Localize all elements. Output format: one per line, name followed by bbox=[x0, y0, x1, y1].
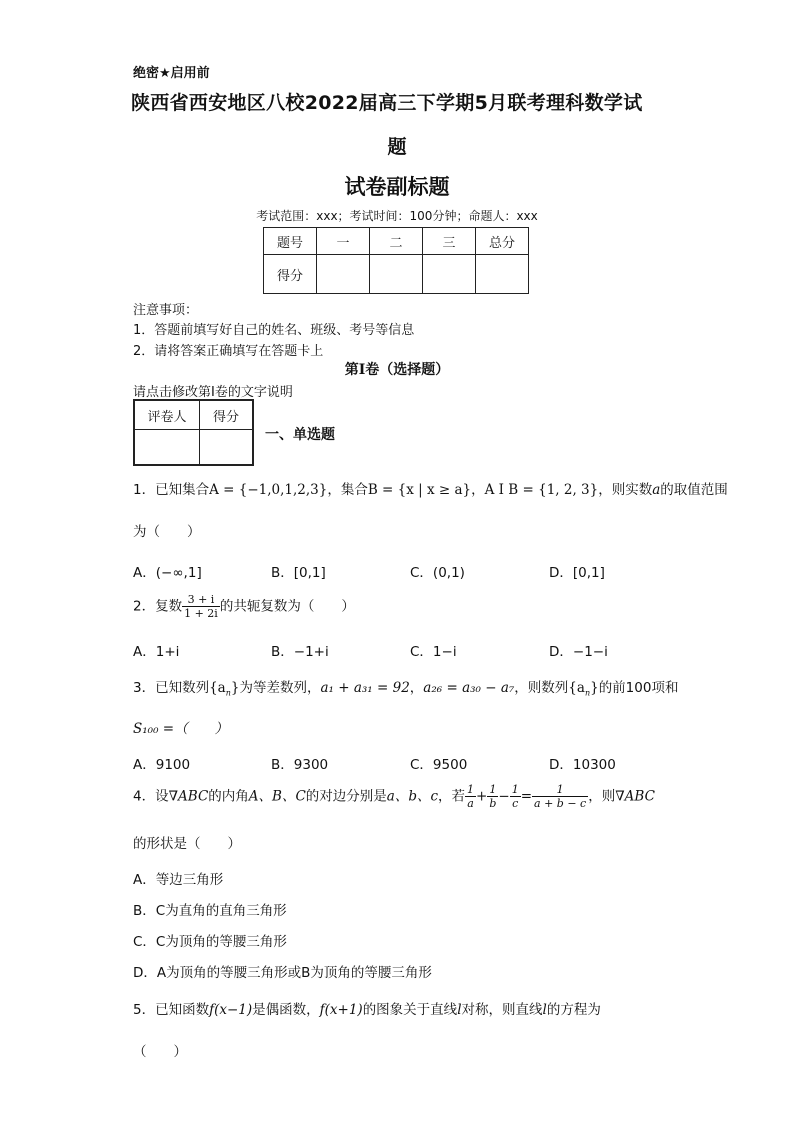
section-heading: 一、单选题 bbox=[265, 427, 335, 443]
part-description: 请点击修改第I卷的文字说明 bbox=[133, 385, 293, 400]
part-title: 第I卷（选择题） bbox=[344, 362, 450, 378]
confidential-label: 绝密★启用前 bbox=[133, 66, 210, 81]
question-4-line2: 的形状是（ ） bbox=[133, 836, 241, 852]
note-item: 2．请将答案正确填写在答题卡上 bbox=[133, 344, 324, 359]
score-row-label: 得分 bbox=[264, 255, 317, 294]
note-item: 1．答题前填写好自己的姓名、班级、考号等信息 bbox=[133, 323, 415, 338]
q2-option-b[interactable]: B．−1+i bbox=[271, 644, 329, 660]
question-1-stem: 1．已知集合A = {−1,0,1,2,3}，集合B = {x | x ≥ a}，A I B = {1, 2, 3}，则实数a的取值范围 bbox=[133, 482, 728, 498]
notes-heading: 注意事项： bbox=[133, 303, 199, 318]
question-4-stem: 4．设∇ABC的内角A、B、C的对边分别是a、b、c，若 $\frac{1}{a}$ + $\frac{1}{b}$ − $\frac{1}{c}$ = $\frac{1}{a + b - c}$ ，则∇ABC bbox=[133, 783, 655, 810]
exam-subtitle: 试卷副标题 bbox=[344, 175, 450, 199]
q2-option-d[interactable]: D．−1−i bbox=[549, 644, 608, 660]
score-cell bbox=[423, 255, 476, 294]
question-1-line2: 为（ ） bbox=[133, 524, 201, 540]
q3-option-c[interactable]: C．9500 bbox=[410, 757, 468, 773]
question-5-line2: （ ） bbox=[133, 1044, 187, 1060]
exam-title-line2: 题 bbox=[387, 136, 407, 158]
score-cell bbox=[317, 255, 370, 294]
grader-header: 评卷人 bbox=[134, 400, 200, 430]
score-header-cell: 二 bbox=[370, 228, 423, 255]
condition-1: a₁ + a₃₁ = 92 bbox=[320, 680, 410, 696]
q4-option-b[interactable]: B．C为直角的直角三角形 bbox=[133, 903, 287, 919]
q3-option-b[interactable]: B．9300 bbox=[271, 757, 329, 773]
condition-2: a₂₆ = a₃₀ − a₇ bbox=[423, 680, 515, 696]
q4-option-a[interactable]: A．等边三角形 bbox=[133, 872, 224, 888]
grader-score-header: 得分 bbox=[200, 400, 254, 430]
score-header-cell: 题号 bbox=[264, 228, 317, 255]
score-cell bbox=[476, 255, 529, 294]
question-5-stem: 5．已知函数f(x−1)是偶函数，f(x+1)的图象关于直线l对称，则直线l的方程为 bbox=[133, 1002, 601, 1018]
score-table bbox=[263, 227, 529, 294]
score-cell bbox=[370, 255, 423, 294]
question-3-stem: 3．已知数列$\{a_n\}$为等差数列，a₁ + a₃₁ = 92，a₂₆ = a₃₀ − a₇，则数列$\{a_n\}$的前100项和 bbox=[133, 680, 679, 698]
set-a-expr: A = {−1,0,1,2,3} bbox=[209, 482, 328, 498]
set-b-expr: B = {x | x ≥ a} bbox=[367, 482, 472, 498]
question-2-stem: 2．复数 $\frac{3 + i}{1 + 2i}$ 的共轭复数为（ ） bbox=[133, 593, 355, 620]
q1-option-d[interactable]: D．[0,1] bbox=[549, 565, 605, 581]
score-header-cell: 三 bbox=[423, 228, 476, 255]
complex-fraction: $\frac{3 + i}{1 + 2i}$ bbox=[184, 593, 218, 620]
q2-option-c[interactable]: C．1−i bbox=[410, 644, 457, 660]
question-3-line2: S₁₀₀ =（ ） bbox=[133, 721, 229, 737]
score-header-cell: 一 bbox=[317, 228, 370, 255]
q1-option-b[interactable]: B．[0,1] bbox=[271, 565, 326, 581]
q3-option-d[interactable]: D．10300 bbox=[549, 757, 616, 773]
exam-info: 考试范围：xxx；考试时间：100分钟；命题人：xxx bbox=[256, 209, 538, 223]
grader-table bbox=[133, 399, 254, 466]
q1-option-a[interactable]: A．(−∞,1] bbox=[133, 565, 202, 581]
q3-option-a[interactable]: A．9100 bbox=[133, 757, 191, 773]
q1-option-c[interactable]: C．(0,1) bbox=[410, 565, 465, 581]
grader-cell bbox=[134, 430, 200, 466]
intersection-expr: A I B = {1, 2, 3} bbox=[484, 482, 599, 498]
score-header-cell: 总分 bbox=[476, 228, 529, 255]
q4-option-c[interactable]: C．C为顶角的等腰三角形 bbox=[133, 934, 287, 950]
q4-option-d[interactable]: D．A为顶角的等腰三角形或B为顶角的等腰三角形 bbox=[133, 965, 432, 981]
grader-score-cell bbox=[200, 430, 254, 466]
q2-option-a[interactable]: A．1+i bbox=[133, 644, 180, 660]
exam-title-line1: 陕西省西安地区八校2022届高三下学期5月联考理科数学试 bbox=[131, 92, 643, 114]
